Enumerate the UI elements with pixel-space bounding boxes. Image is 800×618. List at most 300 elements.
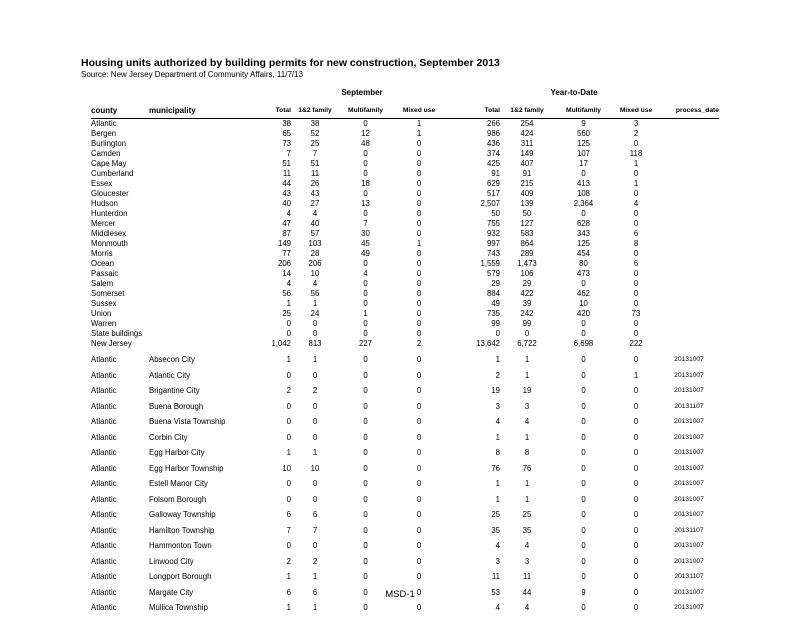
sept-multifamily-cell: 0 xyxy=(363,510,368,519)
ytd-mixed-cell: 0 xyxy=(633,169,639,178)
process-date-cell xyxy=(659,289,719,299)
ytd-multifamily-cell: 560 xyxy=(576,129,590,138)
sept-total-cell: 1 xyxy=(286,448,291,457)
municipality-cell xyxy=(149,229,229,239)
ytd-mixed-cell: 0 xyxy=(633,355,639,364)
municipality-cell xyxy=(149,209,229,219)
sept-total-cell: 0 xyxy=(286,541,291,550)
ytd-12family-cell: 1 xyxy=(524,432,530,442)
table-row xyxy=(91,209,719,219)
municipality-cell: Buena Vista Township xyxy=(149,417,226,426)
ytd-multifamily-cell: 107 xyxy=(576,149,590,158)
sept-multifamily-cell: 0 xyxy=(363,417,368,426)
sept-total-cell: 2 xyxy=(286,556,291,566)
sept-12family-cell: 28 xyxy=(310,249,320,258)
sept-total-cell: 47 xyxy=(282,219,291,228)
sept-mixed-cell: 0 xyxy=(416,355,422,364)
ytd-mixed-cell: 1 xyxy=(633,179,639,188)
ytd-mixed-cell: 0 xyxy=(633,299,639,308)
ytd-12family-cell: 149 xyxy=(520,149,534,158)
ytd-total-cell: 743 xyxy=(486,249,500,258)
county-cell: Atlantic xyxy=(91,463,117,473)
sept-12family-cell: 0 xyxy=(312,329,318,338)
process-date-cell xyxy=(659,149,719,159)
ytd-mixed-cell: 4 xyxy=(633,199,639,208)
ytd-total-cell: 49 xyxy=(491,299,500,308)
sept-multifamily-cell: 0 xyxy=(363,209,368,218)
process-date-cell xyxy=(659,209,719,219)
sept-total-cell: 1 xyxy=(286,299,291,308)
ytd-12family-cell: 44 xyxy=(522,587,532,597)
ytd-total-cell: 0 xyxy=(495,329,500,338)
county-cell: State buildings xyxy=(91,329,143,338)
sept-12family-cell: 2 xyxy=(312,386,318,395)
process-date-cell xyxy=(659,129,719,139)
table-row xyxy=(91,249,719,259)
sept-total-cell: 4 xyxy=(286,209,291,218)
municipality-cell: Longport Borough xyxy=(149,572,212,581)
ytd-mixed-cell: 6 xyxy=(633,259,639,268)
ytd-mixed-cell: 0 xyxy=(633,448,639,457)
county-cell: Atlantic xyxy=(91,417,117,426)
county-cell: Atlantic xyxy=(91,479,117,488)
county-cell: Sussex xyxy=(91,299,117,308)
ytd-12family-cell: 407 xyxy=(520,159,534,168)
col-header-ytd-mixed: Mixed use xyxy=(619,107,653,114)
ytd-multifamily-cell: 0 xyxy=(581,370,586,380)
page-footer: MSD-1 xyxy=(385,589,415,600)
sept-multifamily-cell: 0 xyxy=(363,432,368,442)
ytd-12family-cell: 106 xyxy=(520,269,534,278)
sept-12family-cell: 24 xyxy=(310,309,320,318)
table-row xyxy=(91,119,719,130)
process-date-cell: 20131007 xyxy=(674,588,704,596)
process-date-cell xyxy=(659,239,719,249)
ytd-total-cell: 425 xyxy=(486,159,500,168)
sept-total-cell: 14 xyxy=(282,269,291,278)
ytd-multifamily-cell: 0 xyxy=(581,525,586,535)
sept-12family-cell: 51 xyxy=(310,159,320,168)
sept-multifamily-cell: 13 xyxy=(361,199,370,208)
table-header-row xyxy=(91,104,719,119)
process-date-cell xyxy=(659,279,719,289)
sept-multifamily-cell: 0 xyxy=(363,494,368,504)
municipality-cell xyxy=(149,269,229,279)
sept-total-cell: 0 xyxy=(286,329,291,338)
sept-mixed-cell: 0 xyxy=(416,479,422,488)
municipality-cell xyxy=(149,259,229,269)
ytd-total-cell: 4 xyxy=(495,603,500,612)
county-cell: New Jersey xyxy=(91,339,132,348)
county-cell: Hudson xyxy=(91,199,118,208)
sept-multifamily-cell: 0 xyxy=(363,572,368,581)
sept-12family-cell: 11 xyxy=(310,169,320,178)
sept-mixed-cell: 0 xyxy=(416,229,422,238)
county-summary-table xyxy=(91,104,719,349)
sept-total-cell: 51 xyxy=(282,159,291,168)
ytd-12family-cell: 864 xyxy=(520,239,534,248)
process-date-cell: 20131007 xyxy=(674,433,704,441)
sept-mixed-cell: 0 xyxy=(416,189,422,198)
sept-mixed-cell: 0 xyxy=(416,463,422,473)
table-row xyxy=(91,219,719,229)
process-date-cell xyxy=(659,219,719,229)
ytd-mixed-cell: 6 xyxy=(633,229,639,238)
ytd-multifamily-cell: 0 xyxy=(581,279,586,288)
ytd-multifamily-cell: 6,698 xyxy=(573,339,594,348)
county-cell: Somerset xyxy=(91,289,125,298)
county-cell: Atlantic xyxy=(91,370,117,380)
table-row xyxy=(91,554,719,570)
process-date-cell xyxy=(659,199,719,209)
sept-12family-cell: 52 xyxy=(310,129,320,138)
municipality-cell: Corbin City xyxy=(149,432,188,442)
sept-multifamily-cell: 0 xyxy=(363,448,368,457)
municipality-cell xyxy=(149,249,229,259)
table-row xyxy=(91,414,719,430)
ytd-mixed-cell: 0 xyxy=(633,479,639,488)
ytd-total-cell: 374 xyxy=(486,149,500,158)
ytd-mixed-cell: 0 xyxy=(633,525,639,535)
sept-mixed-cell: 0 xyxy=(416,448,422,457)
sept-12family-cell: 56 xyxy=(310,289,320,298)
sept-multifamily-cell: 49 xyxy=(361,249,370,258)
county-cell: Warren xyxy=(91,319,117,328)
sept-mixed-cell: 0 xyxy=(416,309,422,318)
process-date-cell xyxy=(659,309,719,319)
municipality-cell xyxy=(149,129,229,139)
ytd-total-cell: 436 xyxy=(486,139,500,148)
col-header-ytd-multifamily: Multifamily xyxy=(566,107,601,114)
ytd-total-cell: 11 xyxy=(491,572,500,581)
sept-12family-cell: 1 xyxy=(312,572,318,581)
sept-mixed-cell: 0 xyxy=(416,329,422,338)
process-date-cell: 20131007 xyxy=(674,387,704,394)
ytd-total-cell: 4 xyxy=(495,417,500,426)
sept-multifamily-cell: 0 xyxy=(363,355,368,364)
ytd-12family-cell: 1 xyxy=(524,479,530,488)
county-cell: Cumberland xyxy=(91,169,134,178)
sept-multifamily-cell: 4 xyxy=(363,269,368,278)
municipality-cell: Galloway Township xyxy=(149,510,216,519)
ytd-12family-cell: 29 xyxy=(522,279,532,288)
process-date-cell: 20131007 xyxy=(674,480,704,487)
sept-12family-cell: 7 xyxy=(312,525,318,535)
sept-mixed-cell: 0 xyxy=(416,587,422,597)
ytd-mixed-cell: 73 xyxy=(631,309,641,318)
sept-multifamily-cell: 12 xyxy=(361,129,370,138)
sept-mixed-cell: 0 xyxy=(416,603,422,612)
sept-mixed-cell: 0 xyxy=(416,149,422,158)
table-row xyxy=(91,149,719,159)
ytd-12family-cell: 11 xyxy=(522,572,532,581)
municipality-cell xyxy=(149,329,229,339)
process-date-cell: 20131007 xyxy=(674,495,704,503)
municipality-cell: Mullica Township xyxy=(149,603,208,612)
sept-multifamily-cell: 0 xyxy=(363,587,368,597)
ytd-12family-cell: 91 xyxy=(522,169,532,178)
municipality-cell: Egg Harbor Township xyxy=(149,463,224,473)
sept-mixed-cell: 0 xyxy=(416,556,422,566)
ytd-mixed-cell: 0 xyxy=(633,510,639,519)
ytd-multifamily-cell: 0 xyxy=(581,401,586,411)
sept-12family-cell: 1 xyxy=(312,448,318,457)
sept-total-cell: 0 xyxy=(286,494,291,504)
municipality-cell: Estell Manor City xyxy=(149,479,208,488)
ytd-12family-cell: 35 xyxy=(522,525,532,535)
municipality-cell: Buena Borough xyxy=(149,401,204,411)
ytd-total-cell: 579 xyxy=(486,269,500,278)
ytd-total-cell: 2 xyxy=(495,370,500,380)
sept-12family-cell: 1 xyxy=(312,355,318,364)
sept-multifamily-cell: 0 xyxy=(363,259,368,268)
table-row xyxy=(91,229,719,239)
sept-12family-cell: 6 xyxy=(312,587,318,597)
ytd-total-cell: 1 xyxy=(495,355,500,364)
ytd-total-cell: 25 xyxy=(491,510,500,519)
ytd-total-cell: 13,642 xyxy=(476,339,500,348)
sept-mixed-cell: 0 xyxy=(416,279,422,288)
sept-mixed-cell: 1 xyxy=(416,239,422,248)
sept-mixed-cell: 0 xyxy=(416,199,422,208)
ytd-multifamily-cell: 108 xyxy=(576,189,590,198)
table-row xyxy=(91,399,719,415)
ytd-mixed-cell: 0 xyxy=(633,401,639,411)
ytd-multifamily-cell: 0 xyxy=(581,209,586,218)
ytd-mixed-cell: 0 xyxy=(633,572,639,581)
ytd-multifamily-cell: 80 xyxy=(579,259,588,268)
ytd-total-cell: 1 xyxy=(495,432,500,442)
sept-multifamily-cell: 1 xyxy=(363,309,368,318)
ytd-total-cell: 266 xyxy=(486,119,500,128)
group-header-september: September xyxy=(341,88,383,97)
sept-total-cell: 73 xyxy=(282,139,291,148)
ytd-multifamily-cell: 0 xyxy=(581,603,586,612)
ytd-12family-cell: 3 xyxy=(524,401,530,411)
county-cell: Atlantic xyxy=(91,556,117,566)
sept-total-cell: 38 xyxy=(282,119,291,128)
sept-total-cell: 4 xyxy=(286,279,291,288)
sept-mixed-cell: 0 xyxy=(416,319,422,328)
sept-multifamily-cell: 227 xyxy=(358,339,372,348)
sept-multifamily-cell: 0 xyxy=(363,556,368,566)
table-row xyxy=(91,289,719,299)
ytd-12family-cell: 242 xyxy=(520,309,534,318)
ytd-12family-cell: 409 xyxy=(520,189,534,198)
sept-total-cell: 44 xyxy=(282,179,291,188)
process-date-cell xyxy=(659,229,719,239)
table-row xyxy=(91,319,719,329)
table-row xyxy=(91,239,719,249)
ytd-mixed-cell: 118 xyxy=(629,149,643,158)
municipality-cell: Margate City xyxy=(149,587,194,597)
sept-total-cell: 87 xyxy=(282,229,291,238)
ytd-total-cell: 29 xyxy=(491,279,500,288)
sept-multifamily-cell: 0 xyxy=(363,541,368,550)
table-row xyxy=(91,600,719,616)
sept-total-cell: 1 xyxy=(286,603,291,612)
sept-12family-cell: 40 xyxy=(310,219,320,228)
county-cell: Atlantic xyxy=(91,355,117,364)
sept-12family-cell: 0 xyxy=(312,479,318,488)
ytd-multifamily-cell: 9 xyxy=(581,587,586,597)
col-header-municipality: municipality xyxy=(149,106,196,115)
ytd-total-cell: 1 xyxy=(495,479,500,488)
ytd-mixed-cell: 0 xyxy=(633,139,639,148)
table-row xyxy=(91,199,719,209)
county-cell: Morris xyxy=(91,249,113,258)
sept-mixed-cell: 1 xyxy=(416,129,422,138)
sept-total-cell: 0 xyxy=(286,370,291,380)
sept-total-cell: 25 xyxy=(282,309,291,318)
ytd-mixed-cell: 0 xyxy=(633,417,639,426)
table-row xyxy=(91,259,719,269)
sept-total-cell: 0 xyxy=(286,479,291,488)
ytd-12family-cell: 424 xyxy=(520,129,534,138)
process-date-cell xyxy=(659,179,719,189)
sept-multifamily-cell: 18 xyxy=(361,179,370,188)
sept-multifamily-cell: 0 xyxy=(363,149,368,158)
municipality-cell xyxy=(149,159,229,169)
ytd-total-cell: 35 xyxy=(491,525,500,535)
municipality-cell xyxy=(149,309,229,319)
ytd-mixed-cell: 8 xyxy=(633,239,639,248)
ytd-multifamily-cell: 0 xyxy=(581,386,586,395)
county-cell: Passaic xyxy=(91,269,119,278)
county-cell: Cape May xyxy=(91,159,127,168)
table-row xyxy=(91,445,719,461)
ytd-total-cell: 91 xyxy=(491,169,500,178)
ytd-total-cell: 986 xyxy=(486,129,500,138)
municipality-cell xyxy=(149,169,229,179)
ytd-12family-cell: 3 xyxy=(524,556,530,566)
table-row xyxy=(91,139,719,149)
county-cell: Atlantic xyxy=(91,587,117,597)
process-date-cell: 20131007 xyxy=(674,511,704,518)
process-date-cell xyxy=(659,339,719,349)
table-row xyxy=(91,523,719,539)
sept-total-cell: 0 xyxy=(286,401,291,411)
municipality-cell xyxy=(149,219,229,229)
county-cell: Atlantic xyxy=(91,401,117,411)
municipality-cell: Brigantine City xyxy=(149,386,200,395)
sept-multifamily-cell: 0 xyxy=(363,463,368,473)
ytd-mixed-cell: 0 xyxy=(633,386,639,395)
sept-mixed-cell: 0 xyxy=(416,510,422,519)
ytd-mixed-cell: 0 xyxy=(633,319,639,328)
sept-mixed-cell: 0 xyxy=(416,209,422,218)
process-date-cell xyxy=(659,119,719,130)
sept-total-cell: 0 xyxy=(286,432,291,442)
sept-12family-cell: 0 xyxy=(312,494,318,504)
municipality-cell xyxy=(149,199,229,209)
process-date-cell xyxy=(659,159,719,169)
sept-mixed-cell: 0 xyxy=(416,179,422,188)
sept-multifamily-cell: 48 xyxy=(361,139,370,148)
county-cell: Atlantic xyxy=(91,432,117,442)
sept-multifamily-cell: 0 xyxy=(363,159,368,168)
ytd-mixed-cell: 0 xyxy=(633,329,639,338)
municipality-cell: Hamilton Township xyxy=(149,525,215,535)
county-cell: Atlantic xyxy=(91,119,117,128)
sept-total-cell: 149 xyxy=(277,239,291,248)
sept-mixed-cell: 0 xyxy=(416,139,422,148)
table-row xyxy=(91,368,719,384)
ytd-multifamily-cell: 0 xyxy=(581,572,586,581)
ytd-mixed-cell: 222 xyxy=(629,339,643,348)
ytd-12family-cell: 422 xyxy=(520,289,534,298)
col-header-sept-multifamily: Multifamily xyxy=(348,107,383,114)
col-header-sept-total: Total xyxy=(275,107,291,114)
ytd-12family-cell: 8 xyxy=(524,448,530,457)
sept-multifamily-cell: 0 xyxy=(363,189,368,198)
county-cell: Essex xyxy=(91,179,113,188)
sept-mixed-cell: 0 xyxy=(416,269,422,278)
sept-total-cell: 2 xyxy=(286,386,291,395)
ytd-mixed-cell: 0 xyxy=(633,269,639,278)
sept-total-cell: 1,042 xyxy=(271,339,291,348)
sept-multifamily-cell: 0 xyxy=(363,370,368,380)
ytd-multifamily-cell: 125 xyxy=(576,139,590,148)
col-header-sept-12family: 1&2 family xyxy=(298,107,332,114)
county-cell: Camden xyxy=(91,149,121,158)
county-cell: Atlantic xyxy=(91,510,117,519)
sept-mixed-cell: 0 xyxy=(416,159,422,168)
ytd-multifamily-cell: 413 xyxy=(576,179,590,188)
ytd-multifamily-cell: 2,364 xyxy=(573,199,594,208)
sept-mixed-cell: 2 xyxy=(416,339,422,348)
ytd-total-cell: 53 xyxy=(491,587,500,597)
table-row xyxy=(91,569,719,585)
ytd-multifamily-cell: 0 xyxy=(581,510,586,519)
sept-12family-cell: 57 xyxy=(310,229,320,238)
col-header-process-date: process_date xyxy=(675,107,719,114)
sept-12family-cell: 26 xyxy=(310,179,320,188)
county-cell: Bergen xyxy=(91,129,117,138)
ytd-12family-cell: 583 xyxy=(520,229,534,238)
process-date-cell: 20131107 xyxy=(674,402,704,410)
county-cell: Hunterdon xyxy=(91,209,128,218)
ytd-mixed-cell: 0 xyxy=(633,289,639,298)
ytd-mixed-cell: 0 xyxy=(633,432,639,442)
process-date-cell xyxy=(659,329,719,339)
municipality-cell: Folsom Borough xyxy=(149,494,207,504)
sept-12family-cell: 4 xyxy=(312,209,318,218)
ytd-12family-cell: 4 xyxy=(524,603,530,612)
ytd-total-cell: 735 xyxy=(486,309,500,318)
municipality-table xyxy=(91,352,719,616)
county-cell: Gloucester xyxy=(91,189,129,198)
county-cell: Union xyxy=(91,309,112,318)
sept-12family-cell: 6 xyxy=(312,510,318,519)
page-title: Housing units authorized by building permits for new construction, September 2013 xyxy=(81,57,500,69)
ytd-multifamily-cell: 462 xyxy=(576,289,590,298)
county-cell: Atlantic xyxy=(91,448,117,457)
ytd-mixed-cell: 0 xyxy=(633,219,639,228)
sept-12family-cell: 0 xyxy=(312,432,318,442)
ytd-total-cell: 99 xyxy=(491,319,500,328)
sept-mixed-cell: 0 xyxy=(416,494,422,504)
ytd-multifamily-cell: 17 xyxy=(579,159,588,168)
ytd-12family-cell: 19 xyxy=(522,386,532,395)
table-row xyxy=(91,383,719,399)
municipality-cell: Hammonton Town xyxy=(149,541,212,550)
table-row xyxy=(91,538,719,554)
municipality-cell xyxy=(149,289,229,299)
ytd-total-cell: 3 xyxy=(495,556,500,566)
ytd-multifamily-cell: 0 xyxy=(581,479,586,488)
process-date-cell xyxy=(659,249,719,259)
